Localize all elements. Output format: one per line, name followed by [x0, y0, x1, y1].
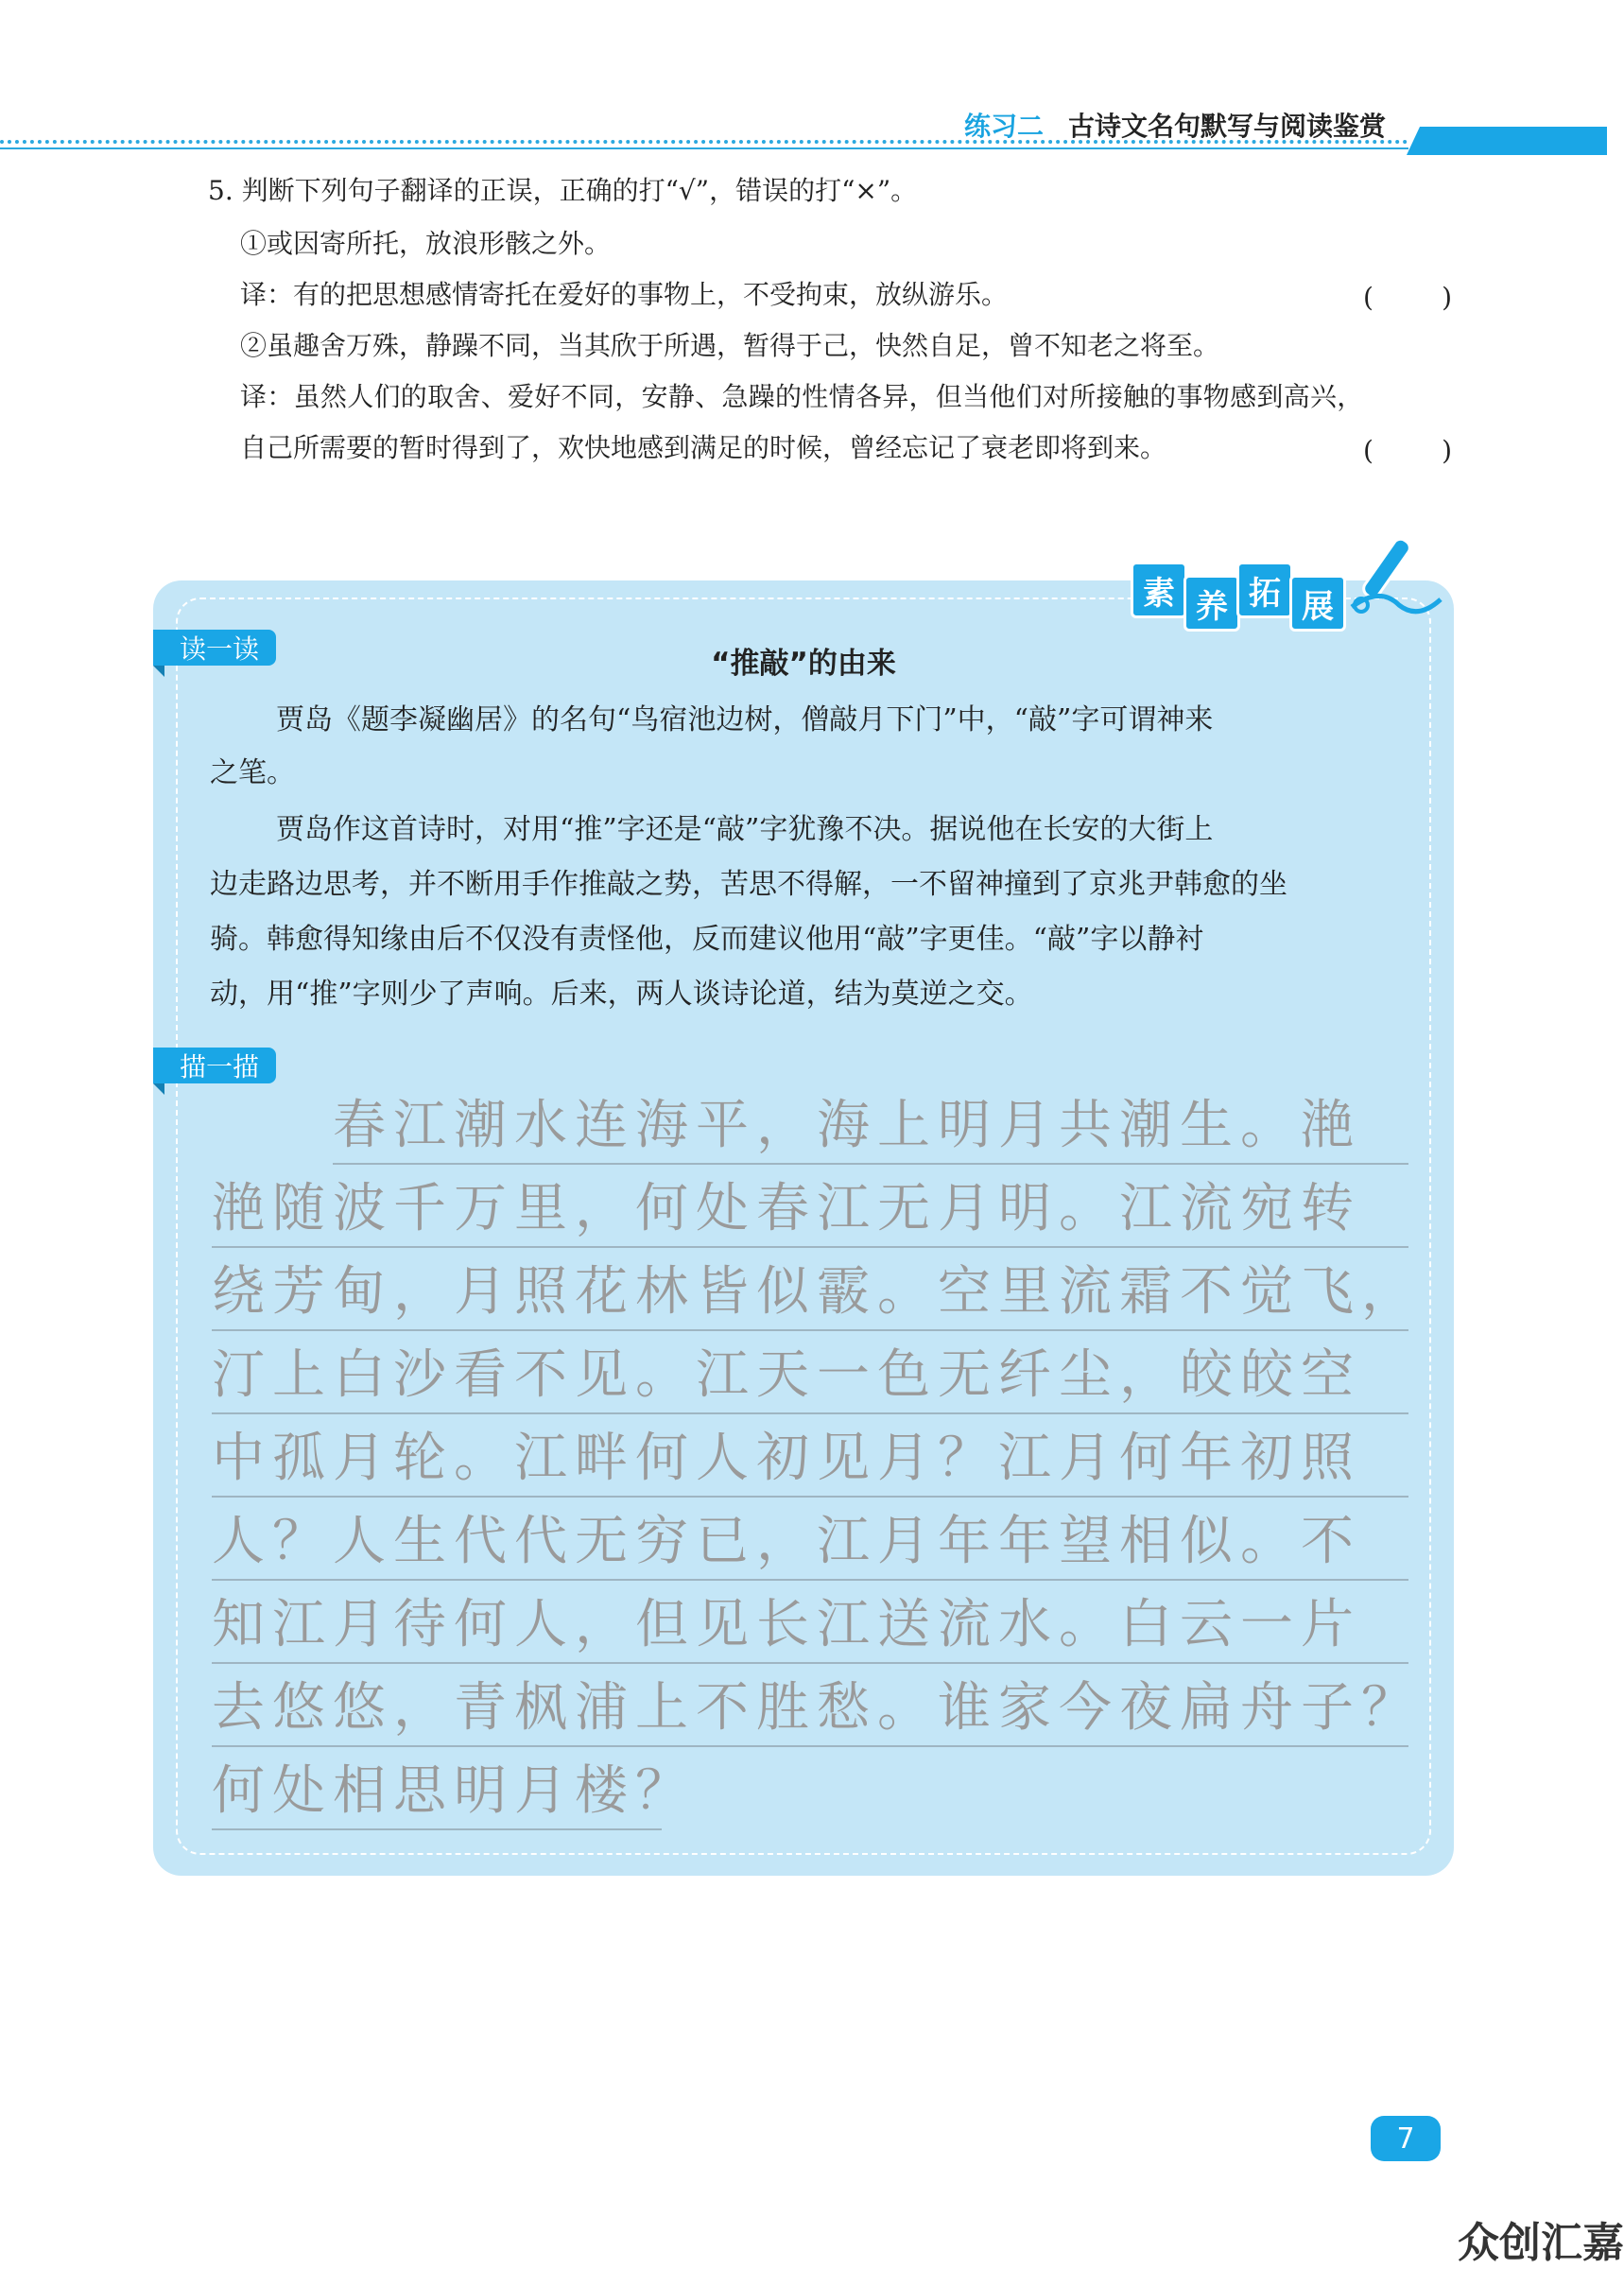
para2-line3: 骑。韩愈得知缘由后不仅没有责怪他，反而建议他用“敲”字更佳。“敲”字以静衬 — [210, 923, 1204, 956]
trace-line-5: 中孤月轮。江畔何人初见月？江月何年初照 — [212, 1416, 1408, 1498]
trace-section-tag: 描一描 — [153, 1048, 276, 1083]
pen-icon — [1342, 529, 1446, 624]
trace-line-4: 汀上白沙看不见。江天一色无纤尘，皎皎空 — [212, 1333, 1408, 1414]
badge-char-3: 拓 — [1236, 562, 1293, 618]
question-stem: 5. 判断下列句子翻译的正误，正确的打“√”，错误的打“×”。 — [208, 175, 918, 206]
story-title: “推敲”的由来 — [711, 647, 896, 681]
badge-char-4: 展 — [1289, 575, 1346, 632]
paren-open: ( — [1363, 435, 1373, 466]
header-rule — [0, 147, 1408, 149]
chapter-title: 古诗文名句默写与阅读鉴赏 — [1068, 111, 1387, 142]
answer-blank-1[interactable] — [1363, 282, 1452, 313]
trace-line-7: 知江月待何人，但见长江送流水。白云一片 — [212, 1583, 1408, 1664]
paren-open: ( — [1363, 282, 1373, 313]
trace-line-8: 去悠悠，青枫浦上不胜愁。谁家今夜扁舟子？ — [212, 1666, 1408, 1747]
para2-line2: 边走路边思考，并不断用手作推敲之势，苦思不得解，一不留神撞到了京兆尹韩愈的坐 — [210, 868, 1287, 901]
translation-1: 译：有的把思想感情寄托在爱好的事物上，不受拘束，放纵游乐。 — [240, 279, 1009, 310]
answer-blank-2[interactable] — [1363, 435, 1452, 466]
running-header — [964, 106, 1386, 144]
read-section-tag: 读一读 — [153, 630, 276, 666]
translation-2-line-2: 自己所需要的暂时得到了，欢快地感到满足的时候，曾经忘记了衰老即将到来。 — [240, 432, 1167, 463]
section-badge — [1125, 529, 1446, 633]
paren-close: ) — [1442, 282, 1452, 313]
chapter-label: 练习二 — [964, 111, 1045, 142]
header-accent-bar — [1407, 127, 1607, 155]
para2-line1: 贾岛作这首诗时，对用“推”字还是“敲”字犹豫不决。据说他在长安的大街上 — [276, 813, 1214, 846]
badge-char-2: 养 — [1183, 575, 1240, 632]
trace-line-6: 人？人生代代无穷已，江月年年望相似。不 — [212, 1499, 1408, 1581]
trace-line-2: 滟随波千万里，何处春江无月明。江流宛转 — [212, 1167, 1408, 1248]
trace-line-9: 何处相思明月楼？ — [212, 1749, 662, 1830]
translation-2-line-1: 译：虽然人们的取舍、爱好不同，安静、急躁的性情各异，但当他们对所接触的事物感到高兴， — [240, 381, 1364, 412]
para2-line4: 动，用“推”字则少了声响。后来，两人谈诗论道，结为莫逆之交。 — [210, 978, 1033, 1011]
para1-line2: 之笔。 — [210, 756, 295, 789]
trace-line-3: 绕芳甸，月照花林皆似霰。空里流霜不觉飞， — [212, 1250, 1408, 1331]
badge-char-1: 素 — [1131, 562, 1187, 618]
trace-line-1: 春江潮水连海平，海上明月共潮生。滟 — [333, 1083, 1408, 1165]
question-item-2: ②虽趣舍万殊，静躁不同，当其欣于所遇，暂得于己，快然自足，曾不知老之将至。 — [240, 330, 1220, 361]
question-item-1: ①或因寄所托，放浪形骸之外。 — [240, 228, 612, 259]
paren-close: ) — [1442, 435, 1452, 466]
page-number: 7 — [1371, 2116, 1441, 2161]
para1-line1: 贾岛《题李凝幽居》的名句“鸟宿池边树，僧敲月下门”中，“敲”字可谓神来 — [276, 703, 1214, 736]
watermark: 众创汇嘉 — [1458, 2219, 1624, 2267]
